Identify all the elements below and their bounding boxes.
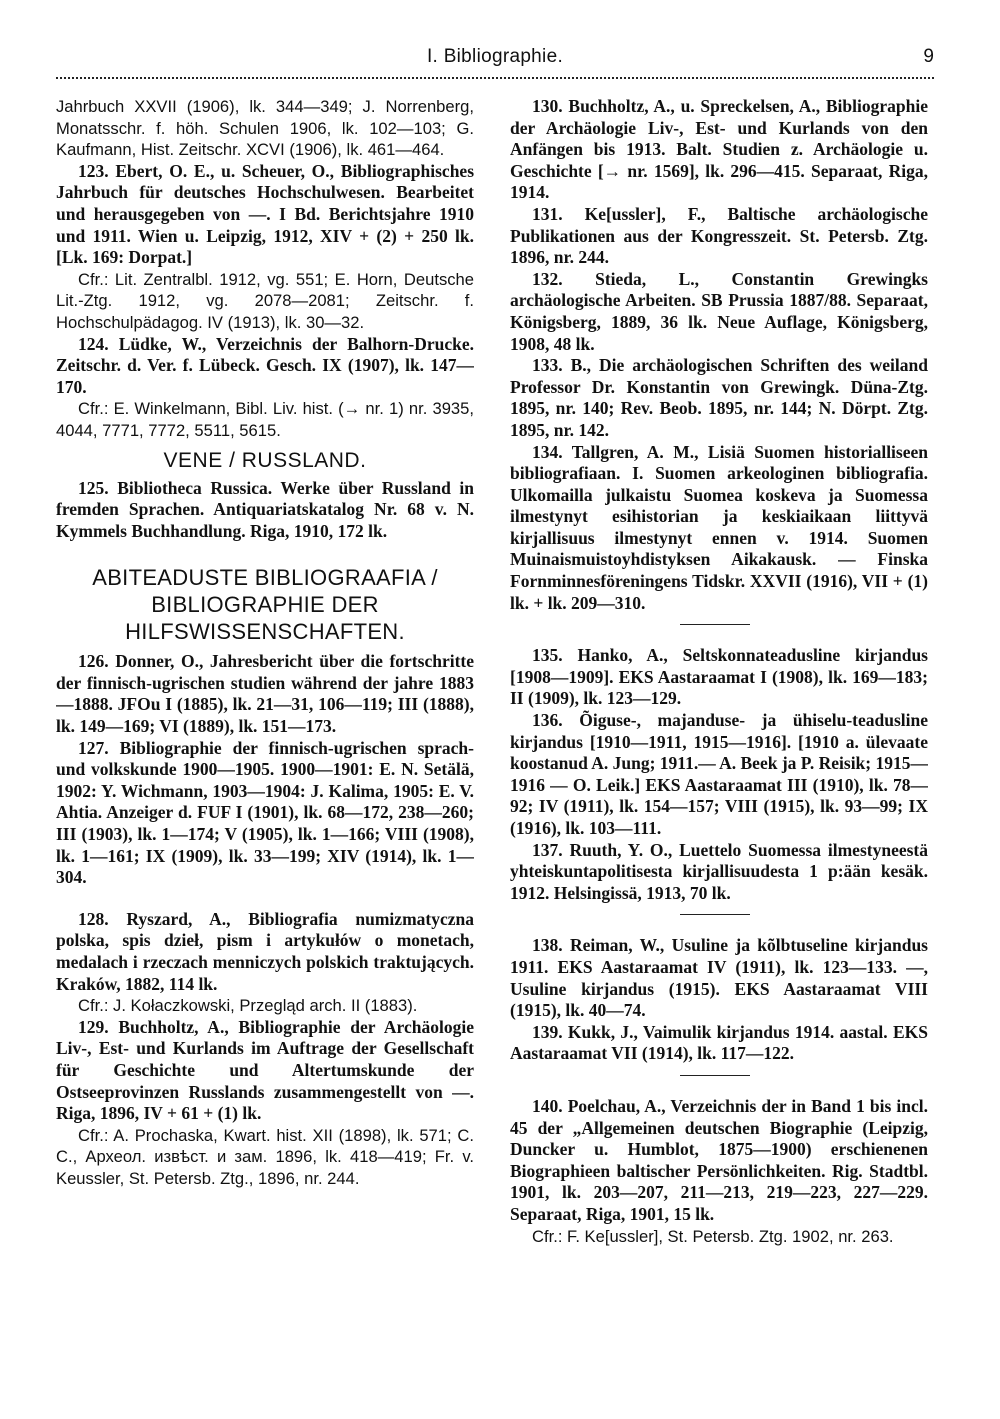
running-header bbox=[56, 46, 934, 76]
page-number: 9 bbox=[923, 46, 934, 67]
spacer bbox=[510, 915, 928, 935]
entry-129-cfr: Cfr.: A. Prochaska, Kwart. hist. XII (1898), lk. 571; C. C., Археол. извѣст. и зам. 1896, lk. 418—419; Fr. v. Keussler, St. Petersb. Ztg., 1896, nr. 244. bbox=[56, 1125, 474, 1188]
entry-123-cfr: Cfr.: Lit. Zentralbl. 1912, vg. 551; E. Horn, Deutsche Lit.-Ztg. 1912, vg. 2078—2081; Zeitschr. f. Hochschulpädagog. IV (1913), lk. 30—32. bbox=[56, 269, 474, 332]
spacer bbox=[510, 1076, 928, 1096]
left-column bbox=[56, 96, 474, 1386]
entry-135: 135. Hanko, A., Seltskonnateadusline kirjandus [1908—1909]. EKS Aastaraamat I (1908), lk. 169—183; II (1909), lk. 123—129. bbox=[510, 645, 928, 709]
entry-124: 124. Lüdke, W., Verzeichnis der Balhorn-Drucke. Zeitschr. d. Ver. f. Lübeck. Gesch. IX (1907), lk. 147—170. bbox=[56, 333, 474, 397]
entry-125: 125. Bibliotheca Russica. Werke über Russland in fremden Sprachen. Antiquariatskatalog Nr. 68 v. N. Kymmels Buchhandlung. Riga, 1910, 172 lk. bbox=[56, 477, 474, 541]
entry-136: 136. Õiguse-, majanduse- ja ühiselu-teadusline kirjandus [1910—1911, 1915—1916]. [1910 a. ülevaate koostanud A. Jung; 1911.— A. Beek ja P. Reisik; 1915—1916 — O. Leik.] EKS Aastaraamat III (1910), lk. 78—92; IV (1911), lk. 154—157; VIII (1915), lk. 93—99; IX (1916), lk. 103—111. bbox=[510, 710, 928, 838]
entry-132: 132. Stieda, L., Constantin Grewingks archäologische Arbeiten. SB Prussia 1887/88. Separaat, Königsberg, 1889, 36 lk. Neue Auflage, Königsberg, 1908, 48 lk. bbox=[510, 268, 928, 354]
spacer bbox=[56, 889, 474, 909]
entry-140-cfr: Cfr.: F. Ke[ussler], St. Petersb. Ztg. 1902, nr. 263. bbox=[532, 1226, 894, 1246]
entry-134: 134. Tallgren, A. M., Lisiä Suomen historialliseen bibliografiaan. I. Suomen arkeologinen bibliografia. Ulkomailla julkaistu Suomea koskeva ja Suomessa ilmestynyt esihistorian ja keskiaikaan liittyvä kirjallisuus ilmestynyt ennen v. 1914. Suomen Muinaismuistoyhdistyksen Aikakausk. — Finska Fornminnesföreningens Tidskr. XXVII (1916), VII + (1) lk. + lk. 209—310. bbox=[510, 441, 928, 613]
entry-126: 126. Donner, O., Jahresbericht über die fortschritte der finnisch-ugrischen studien während der jahre 1883—1888. JFOu I (1885), lk. 21—31, 106—119; III (1888), lk. 149—169; VI (1889), lk. 151—173. bbox=[56, 651, 474, 737]
entry-122-continuation: Jahrbuch XXVII (1906), lk. 344—349; J. Norrenberg, Monatsschr. f. höh. Schulen 1906, lk. 102—103; G. Kaufmann, Hist. Zeitschr. XCVI (1906), lk. 461—464. bbox=[56, 97, 474, 160]
entry-128-cfr: Cfr.: J. Kołaczkowski, Przegląd arch. II (1883). bbox=[78, 996, 418, 1016]
entry-140: 140. Poelchau, A., Verzeichnis der in Band 1 bis incl. 45 der „Allgemeinen deutschen Biographie (Leipzig, Duncker u. Humblot, 1875—1900) erschienenen Biographieen baltischer Persönlichkeiten. Rig. Stadtbl. 1901, lk. 203—207, 211—213, 219—223, 227—229. Separaat, Riga, 1901, 15 lk. bbox=[510, 1095, 928, 1224]
running-title: I. Bibliographie. bbox=[426, 46, 564, 67]
header-rule bbox=[56, 77, 934, 79]
entry-130: 130. Buchholtz, A., u. Spreckelsen, A., Bibliographie der Archäologie Liv-, Est- und Kurlands von den Anfängen bis 1913. Balt. Studien z. Archäologie u. Geschichte [→ nr. 1569], lk. 296—415. Separaat, Riga, 1914. bbox=[510, 96, 928, 203]
entry-137: 137. Ruuth, Y. O., Luettelo Suomessa ilmestyneestä yhteiskuntapolitisesta kirjallisuudesta 1 p:ään kesäk. 1912. Helsingissä, 1913, 70 lk. bbox=[510, 839, 928, 903]
entry-139: 139. Kukk, J., Vaimulik kirjandus 1914. aastal. EKS Aastaraamat VII (1914), lk. 117—122. bbox=[510, 1021, 928, 1064]
right-column bbox=[510, 96, 928, 1386]
entry-124-cfr: Cfr.: E. Winkelmann, Bibl. Liv. hist. (→ nr. 1) nr. 3935, 4044, 7771, 7772, 5511, 5615. bbox=[56, 399, 474, 440]
entry-123: 123. Ebert, O. E., u. Scheuer, O., Bibliographisches Jahrbuch für deutsches Hochschulwesen. Bearbeitet und herausgegeben von —. I Bd. Berichtsjahre 1910 und 1911. Wien u. Leipzig, 1912, XIV + (2) + 250 lk. [Lk. 169: Dorpat.] bbox=[56, 160, 474, 268]
entry-127: 127. Bibliographie der finnisch-ugrischen sprach- und volkskunde 1900—1905. 1900—1901: E. N. Setälä, 1902: Y. Wichmann, 1903—1904: J. Kalima, 1905: E. V. Ahtia. Anzeiger d. FUF I (1901), lk. 68—172, 238—260; III (1903), lk. 1—174; V (1905), lk. 1—166; VIII (1908), lk. 1—161; IX (1909), lk. 33—199; XIV (1914), lk. 1—304. bbox=[56, 737, 474, 888]
entry-131: 131. Ke[ussler], F., Baltische archäologische Publikationen aus der Kongresszeit. St. Petersb. Ztg. 1896, nr. 244. bbox=[510, 203, 928, 268]
entry-133: 133. B., Die archäologischen Schriften des weiland Professor Dr. Konstantin von Grewingk. Düna-Ztg. 1895, nr. 140; Rev. Beob. 1895, nr. 144; N. Dörpt. Ztg. 1895, nr. 142. bbox=[510, 355, 928, 440]
spacer bbox=[510, 625, 928, 645]
entry-129: 129. Buchholtz, A., Bibliographie der Archäologie Liv-, Est- und Kurlands im Auftrage der Gesellschaft für Geschichte und Altertumskunde der Ostseeprovinzen Russlands zusammengestellt von —. Riga, 1896, IV + 61 + (1) lk. bbox=[56, 1016, 474, 1124]
entry-138: 138. Reiman, W., Usuline ja kõlbtuseline kirjandus 1911. EKS Aastaraamat IV (1911), lk. 123—133. —, Usuline kirjandus (1915). EKS Aastaraamat VIII (1915), lk. 40—74. bbox=[510, 935, 928, 1021]
section-heading-hilfswissenschaften: ABITEADUSTE BIBLIOGRAAFIA / BIBLIOGRAPHIE DER HILFSWISSENSCHAFTEN. bbox=[92, 565, 438, 645]
entry-128: 128. Ryszard, A., Bibliografia numizmatyczna polska, spis dzieł, pism i artykułów o monetach, medalach i rzeczach menniczych polskich traktujących. Kraków, 1882, 114 lk. bbox=[56, 908, 474, 994]
section-heading-russland: VENE / RUSSLAND. bbox=[163, 448, 367, 472]
